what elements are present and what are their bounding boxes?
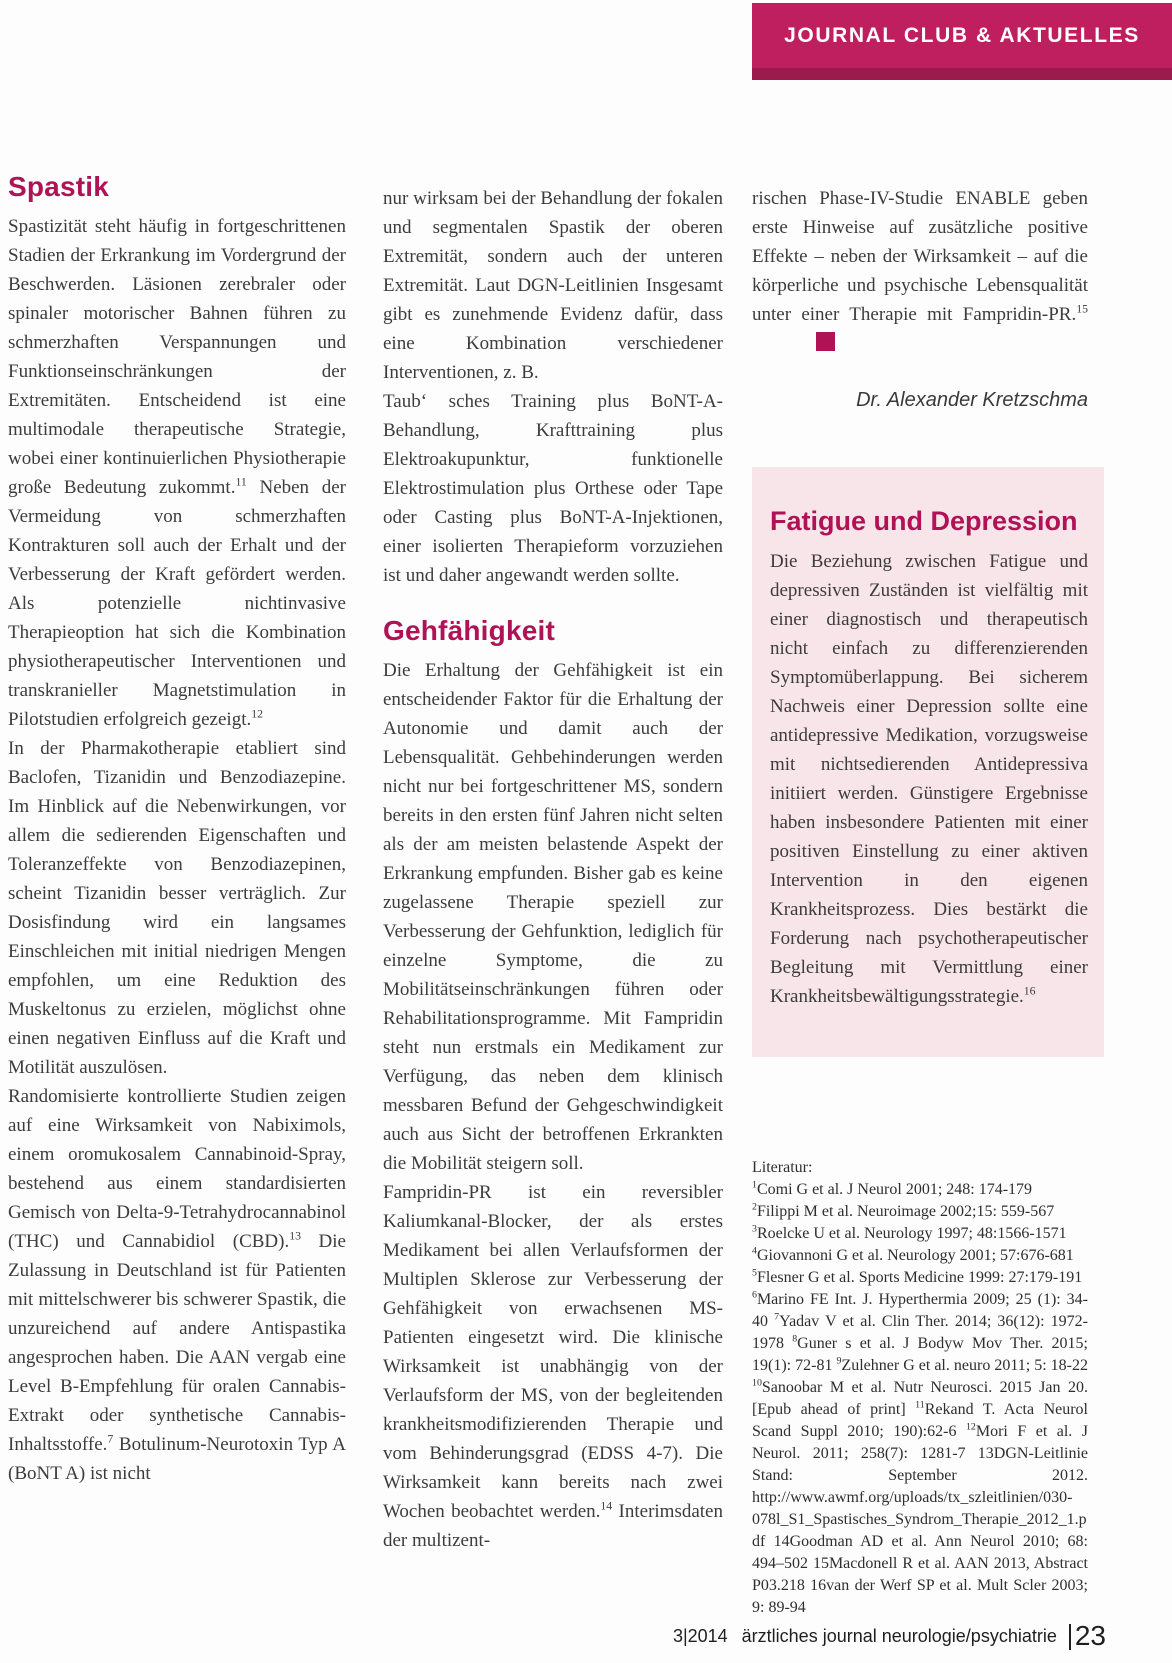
banner-title: JOURNAL CLUB & AKTUELLES (784, 23, 1140, 47)
fatigue-depression-box (752, 467, 1104, 1057)
reference-line: $^1$Comi G et al. J Neurol 2001; 248: 174-179 (752, 1179, 1033, 1198)
article-end-marker (816, 332, 835, 351)
paragraph (752, 184, 1088, 358)
paragraph: In der Pharmakotherapie etabliert sind Baclofen, Tizanidin und Benzodiazepine. Im Hinblick auf die Nebenwirkungen, vor allem die sedierenden Eigenschaften und Toleranzeffekte von Benzodiazepinen, scheint Tizanidin besser verträglich. Zur Dosisfindung wird ein langsames Einschleichen mit initial niedrigen Mengen empfohlen, um eine Reduktion des Muskeltonus zu erzielen, möglichst ohne einen negativen Einfluss auf die Kraft und Motilität auszulösen. (8, 738, 346, 1078)
reference-line: $^5$Flesner G et al. Sports Medicine 1999: 27:179-191 (752, 1267, 1083, 1286)
literatur-section (752, 1157, 1088, 1619)
reference-line: $^3$Roelcke U et al. Neurology 1997; 48:1566-1571 (752, 1223, 1067, 1242)
reference-line: $^4$Giovannoni G et al. Neurology 2001; 57:676-681 (752, 1245, 1074, 1264)
footer-page-number: 23 (1074, 1620, 1106, 1651)
byline: Dr. Alexander Kretzschma (856, 389, 1088, 411)
footer-journal: ärztliches journal neurologie/psychiatrie (741, 1626, 1057, 1646)
footer-separator (1069, 1624, 1071, 1650)
paragraph: Taub‘ sches Training plus BoNT-A-Behandlung, Krafttraining plus Elektroakupunktur, funktionelle Elektrostimulation plus Orthese oder Tape oder Casting plus BoNT-A-Injektionen, einer isolierten Therapieform vorzuziehen ist und daher angewandt werden sollte. (383, 391, 723, 586)
column-spastik (8, 170, 346, 1488)
footer-issue: 3|2014 (672, 1626, 728, 1646)
page-footer (673, 1622, 1106, 1650)
paragraph: Die Erhaltung der Gehfähigkeit ist ein entscheidender Faktor für die Erhaltung der Autonomie und damit auch der Lebensqualität. Gehbehinderungen werden nicht nur bei fortgeschrittener MS, sondern bereits in den ersten fünf Jahren nicht selten als der am meisten belastende Aspekt der Erkrankung empfunden. Bisher gab es keine zugelassene Therapie speziell zur Verbesserung der Gehfunktion, lediglich für einzelne Symptome, die zu Mobilitätseinschränkungen führen oder Rehabilitationsprogramme. Mit Fampridin steht nun erstmals ein Medikament zur Verfügung, das neben dem klinisch messbaren Befund der Gehgeschwindigkeit auch aus Sicht der betroffenen Erkrankten die Mobilität steigern soll. (383, 660, 723, 1174)
box-body: Die Beziehung zwischen Fatigue und depressiven Zuständen ist vielfältig mit einer diagnostisch und therapeutisch nicht einfach zu differenzierenden Symptomüberlappung. Bei sicherem Nachweis einer Depression sollte eine antidepressive Medikation, vorzugsweise mit nichtsedierenden Antidepressiva initiiert werden. Günstigere Ergebnisse haben insbesondere Patienten mit einer positiven Einstellung zu einer aktiven Intervention in den eigenen Krankheitsprozess. Dies bestärkt die Forderung nach psychotherapeutischer Begleitung mit Vermittlung einer Krankheitsbewältigungsstrategie.$^{16}$ (770, 551, 1088, 1007)
column-right-intro (752, 184, 1088, 415)
heading-spastik: Spastik (8, 171, 109, 202)
column-gehfaehigkeit (383, 170, 723, 1555)
journal-club-banner (752, 3, 1172, 68)
paragraph: Fampridin-PR ist ein reversibler Kaliumkanal-Blocker, der als erstes Medikament bei allen Verlaufsformen der Multiplen Sklerose zur Verbesserung der Gehfähigkeit von erwachsenen MS-Patienten eingesetzt wird. Die klinische Wirksamkeit ist unabhängig von der Verlaufsform der MS, von der begleitenden krankheitsmodifizierenden Therapie und vom Behinderungsgrad (EDSS 4-7). Die Wirksamkeit kann bereits nach zwei Wochen beobachtet werden.$^{14}$ Interimsdaten der multizent- (383, 1182, 723, 1551)
banner-accent-strip (752, 68, 1172, 80)
heading-gehfaehigkeit: Gehfähigkeit (383, 615, 555, 646)
paragraph: Spastizität steht häufig in fortgeschrittenen Stadien der Erkrankung im Vordergrund der Beschwerden. Läsionen zerebraler oder spinaler motorischer Bahnen führen zu schmerzhaften Verspannungen und Funktionseinschränkungen der Extremitäten. Entscheidend ist eine multimodale therapeutische Strategie, wobei einer kontinuierlichen Physiotherapie große Bedeutung zukommt.$^{11}$ Neben der Vermeidung von schmerzhaften Kontrakturen soll auch der Erhalt und der Verbesserung der Kraft gefördert werden. Als potenzielle nichtinvasive Therapieoption hat sich die Kombination physiotherapeutischer Interventionen und transkranieller Magnetstimulation in Pilotstudien erfolgreich gezeigt.$^{12}$ (8, 216, 346, 730)
paragraph: nur wirksam bei der Behandlung der fokalen und segmentalen Spastik der oberen Extremität, sondern auch der unteren Extremität. Laut DGN-Leitlinien Insgesamt gibt es zunehmende Evidenz dafür, dass eine Kombination verschiedener Interventionen, z. B. (383, 188, 723, 383)
column-right (752, 170, 1088, 1663)
box-heading: Fatigue und Depression (770, 506, 1078, 536)
literatur-heading: Literatur: (752, 1159, 813, 1176)
reference-line: $^2$Filippi M et al. Neuroimage 2002;15: 559-567 (752, 1201, 1055, 1220)
paragraph: Randomisierte kontrollierte Studien zeigen auf eine Wirksamkeit von Nabiximols, einem oromukosalem Cannabinoid-Spray, bestehend aus einem standardisierten Gemisch von Delta-9-Tetrahydrocannabinol (THC) und Cannabidiol (CBD).$^{13}$ Die Zulassung in Deutschland ist für Patienten mit mittelschwerer bis schwerer Spastik, die unzureichend auf andere Antispastika angesprochen haben. Die AAN vergab eine Level B-Empfehlung für oralen Cannabis-Extrakt oder synthetische Cannabis-Inhaltsstoffe.$^7$ Botulinum-Neurotoxin Typ A (BoNT A) ist nicht (8, 1086, 346, 1484)
references-flow: $^6$Marino FE Int. J. Hyperthermia 2009; 25 (1): 34-40 $^7$Yadav V et al. Clin Ther. 2014; 36(12): 1972-1978 $^8$Guner s et al. J Bodyw Mov Ther. 2015; 19(1): 72-81 $^9$Zulehner G et al. neuro 2011; 5: 18-22 $^{10}$Sanoobar M et al. Nutr Neurosci. 2015 Jan 20. [Epub ahead of print] $^{11}$Rekand T. Acta Neurol Scand Suppl 2010; 190):62-6 $^{12}$Mori F et al. J Neurol. 2011; 258(7): 1281-7 13DGN-Leitlinie Stand: September 2012. http://www.awmf.org/uploads/tx_szleitlinien/030-078l_S1_Spastisches_Syndrom_Therapie_2012_1.pdf 14Goodman AD et al. Ann Neurol 2010; 68: 494–502 15Macdonell R et al. AAN 2013, Abstract P03.218 16van der Werf SP et al. Mult Scler 2003; 9: 89-94 (752, 1289, 1089, 1616)
paragraph-text: rischen Phase-IV-Studie ENABLE geben erste Hinweise auf zusätzliche positive Effekte – neben der Wirksamkeit – auf die körperliche und psychische Lebensqualität unter einer Therapie mit Fampridin-PR.$^{15}$ (752, 188, 1088, 325)
